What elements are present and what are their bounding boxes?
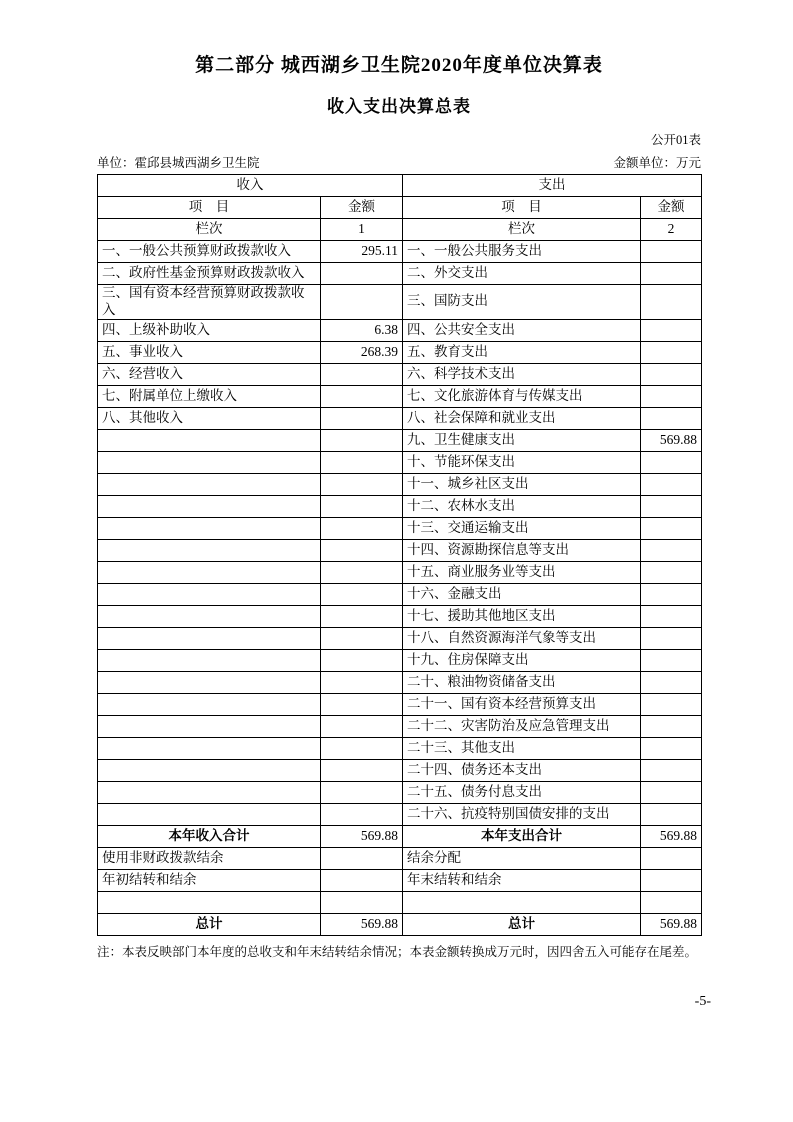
expenditure-item-cell: 四、公共安全支出: [403, 319, 641, 341]
table-note: 注：本表反映部门本年度的总收支和年末结转结余情况；本表金额转换成万元时，因四舍五入可能存在尾差。: [97, 944, 698, 959]
income-item-cell: [98, 891, 321, 913]
income-amount-cell: [321, 363, 403, 385]
expenditure-item-cell: 二十一、国有资本经营预算支出: [403, 693, 641, 715]
income-item-cell: [98, 583, 321, 605]
table-section-header-row: [98, 175, 702, 197]
table-row: [98, 241, 702, 263]
income-item-cell: 四、上级补助收入: [98, 319, 321, 341]
income-expenditure-table: [97, 174, 702, 936]
expenditure-item-cell: 十二、农林水支出: [403, 495, 641, 517]
income-item-cell: [98, 693, 321, 715]
income-item-cell: [98, 517, 321, 539]
income-amount-cell: 295.11: [321, 241, 403, 263]
income-item-header: 项 目: [98, 197, 321, 219]
income-amount-cell: [321, 539, 403, 561]
expenditure-item-cell: 十三、交通运输支出: [403, 517, 641, 539]
table-row: [98, 429, 702, 451]
table-row: [98, 263, 702, 285]
income-item-cell: [98, 737, 321, 759]
income-item-cell: 三、国有资本经营预算财政拨款收入: [98, 285, 321, 320]
table-row: [98, 561, 702, 583]
income-amount-cell: [321, 605, 403, 627]
income-amount-cell: [321, 517, 403, 539]
expenditure-amount-cell: [641, 495, 702, 517]
income-item-cell: [98, 605, 321, 627]
table-row: [98, 285, 702, 320]
income-amount-cell: 6.38: [321, 319, 403, 341]
income-amount-cell: 569.88: [321, 913, 403, 935]
expenditure-amount-cell: 569.88: [641, 825, 702, 847]
income-amount-cell: [321, 759, 403, 781]
income-amount-cell: [321, 473, 403, 495]
expenditure-item-cell: 二十三、其他支出: [403, 737, 641, 759]
table-row: [98, 407, 702, 429]
table-row: [98, 781, 702, 803]
table-row: [98, 385, 702, 407]
table-row: [98, 869, 702, 891]
expenditure-item-cell: 五、教育支出: [403, 341, 641, 363]
expenditure-amount-cell: [641, 759, 702, 781]
income-item-cell: [98, 715, 321, 737]
document-title: 第二部分 城西湖乡卫生院2020年度单位决算表: [195, 55, 603, 76]
table-row: [98, 451, 702, 473]
expenditure-amount-cell: [641, 583, 702, 605]
expenditure-amount-cell: [641, 781, 702, 803]
income-amount-cell: [321, 693, 403, 715]
expenditure-item-cell: 八、社会保障和就业支出: [403, 407, 641, 429]
table-row: [98, 583, 702, 605]
expenditure-item-cell: 二十四、债务还本支出: [403, 759, 641, 781]
amount-unit-label: 金额单位：万元: [613, 156, 701, 170]
expenditure-amount-cell: [641, 605, 702, 627]
expenditure-item-cell: 二十、粮油物资储备支出: [403, 671, 641, 693]
table-row: [98, 803, 702, 825]
income-amount-header: 金额: [321, 197, 403, 219]
expenditure-amount-cell: [641, 263, 702, 285]
expenditure-amount-cell: [641, 693, 702, 715]
income-amount-cell: [321, 583, 403, 605]
income-amount-cell: [321, 847, 403, 869]
document-page: [97, 50, 701, 960]
income-item-cell: 五、事业收入: [98, 341, 321, 363]
table-column-number-row: [98, 219, 702, 241]
table-column-header-row: [98, 197, 702, 219]
expenditure-amount-cell: [641, 517, 702, 539]
expenditure-amount-cell: [641, 407, 702, 429]
expenditure-item-cell: 十七、援助其他地区支出: [403, 605, 641, 627]
expenditure-amount-cell: [641, 319, 702, 341]
expenditure-amount-cell: [641, 451, 702, 473]
expenditure-item-cell: 二、外交支出: [403, 263, 641, 285]
expenditure-item-cell: 一、一般公共服务支出: [403, 241, 641, 263]
table-row: [98, 693, 702, 715]
page-number: -5-: [694, 994, 711, 1009]
income-item-cell: [98, 803, 321, 825]
expenditure-item-cell: 总计: [403, 913, 641, 935]
expenditure-amount-header: 金额: [641, 197, 702, 219]
table-row: [98, 605, 702, 627]
income-amount-cell: [321, 649, 403, 671]
table-row: [98, 473, 702, 495]
income-item-cell: 年初结转和结余: [98, 869, 321, 891]
table-label: 公开01表: [650, 133, 701, 147]
expenditure-item-cell: 年末结转和结余: [403, 869, 641, 891]
table-body: [98, 241, 702, 936]
income-amount-cell: [321, 715, 403, 737]
income-amount-cell: [321, 891, 403, 913]
income-amount-cell: [321, 385, 403, 407]
expenditure-item-cell: 三、国防支出: [403, 285, 641, 320]
table-row: [98, 671, 702, 693]
table-row: [98, 649, 702, 671]
income-item-cell: 六、经营收入: [98, 363, 321, 385]
table-row: [98, 891, 702, 913]
table-row: [98, 539, 702, 561]
expenditure-item-cell: 二十五、债务付息支出: [403, 781, 641, 803]
income-item-cell: 总计: [98, 913, 321, 935]
income-item-cell: 使用非财政拨款结余: [98, 847, 321, 869]
income-item-cell: 七、附属单位上缴收入: [98, 385, 321, 407]
expenditure-item-header: 项 目: [403, 197, 641, 219]
expenditure-amount-cell: [641, 627, 702, 649]
expenditure-amount-cell: 569.88: [641, 429, 702, 451]
income-amount-cell: [321, 451, 403, 473]
expenditure-item-cell: 二十六、抗疫特别国债安排的支出: [403, 803, 641, 825]
expenditure-amount-cell: [641, 737, 702, 759]
expenditure-item-cell: 本年支出合计: [403, 825, 641, 847]
table-row: [98, 319, 702, 341]
expenditure-amount-cell: [641, 715, 702, 737]
income-amount-cell: [321, 495, 403, 517]
expenditure-column-label: 栏次: [403, 219, 641, 241]
table-row: [98, 847, 702, 869]
table-row: [98, 825, 702, 847]
expenditure-item-cell: 七、文化旅游体育与传媒支出: [403, 385, 641, 407]
expenditure-amount-cell: [641, 363, 702, 385]
expenditure-section-header: 支出: [403, 175, 702, 197]
expenditure-amount-cell: [641, 341, 702, 363]
income-item-cell: 二、政府性基金预算财政拨款收入: [98, 263, 321, 285]
expenditure-item-cell: 九、卫生健康支出: [403, 429, 641, 451]
income-amount-cell: [321, 429, 403, 451]
expenditure-amount-cell: [641, 891, 702, 913]
table-row: [98, 517, 702, 539]
expenditure-amount-cell: [641, 241, 702, 263]
expenditure-amount-cell: [641, 539, 702, 561]
income-amount-cell: [321, 285, 403, 320]
income-amount-cell: [321, 407, 403, 429]
income-amount-cell: [321, 627, 403, 649]
expenditure-amount-cell: [641, 561, 702, 583]
expenditure-amount-cell: [641, 671, 702, 693]
expenditure-item-cell: 十四、资源勘探信息等支出: [403, 539, 641, 561]
income-item-cell: [98, 451, 321, 473]
table-row: [98, 913, 702, 935]
income-item-cell: [98, 495, 321, 517]
expenditure-item-cell: 十五、商业服务业等支出: [403, 561, 641, 583]
document-subtitle: 收入支出决算总表: [327, 97, 471, 116]
expenditure-item-cell: 六、科学技术支出: [403, 363, 641, 385]
income-item-cell: [98, 561, 321, 583]
income-item-cell: [98, 473, 321, 495]
expenditure-amount-cell: [641, 385, 702, 407]
expenditure-amount-cell: 569.88: [641, 913, 702, 935]
table-row: [98, 715, 702, 737]
income-item-cell: [98, 649, 321, 671]
expenditure-item-cell: 十、节能环保支出: [403, 451, 641, 473]
expenditure-amount-cell: [641, 847, 702, 869]
expenditure-amount-cell: [641, 473, 702, 495]
income-column-label: 栏次: [98, 219, 321, 241]
income-item-cell: 本年收入合计: [98, 825, 321, 847]
income-item-cell: 一、一般公共预算财政拨款收入: [98, 241, 321, 263]
income-amount-cell: [321, 737, 403, 759]
income-item-cell: [98, 781, 321, 803]
income-item-cell: [98, 671, 321, 693]
expenditure-item-cell: 十六、金融支出: [403, 583, 641, 605]
expenditure-item-cell: [403, 891, 641, 913]
expenditure-item-cell: 十九、住房保障支出: [403, 649, 641, 671]
expenditure-amount-cell: [641, 285, 702, 320]
income-item-cell: [98, 429, 321, 451]
income-amount-cell: [321, 561, 403, 583]
income-item-cell: [98, 759, 321, 781]
income-amount-cell: [321, 869, 403, 891]
income-amount-cell: [321, 781, 403, 803]
income-amount-cell: [321, 671, 403, 693]
table-row: [98, 341, 702, 363]
table-row: [98, 363, 702, 385]
expenditure-item-cell: 十一、城乡社区支出: [403, 473, 641, 495]
table-row: [98, 737, 702, 759]
expenditure-amount-cell: [641, 869, 702, 891]
income-amount-cell: [321, 803, 403, 825]
table-row: [98, 759, 702, 781]
table-row: [98, 627, 702, 649]
income-amount-cell: [321, 263, 403, 285]
expenditure-amount-cell: [641, 649, 702, 671]
table-row: [98, 495, 702, 517]
income-amount-cell: 569.88: [321, 825, 403, 847]
income-column-number: 1: [321, 219, 403, 241]
income-item-cell: [98, 627, 321, 649]
unit-label: 单位：霍邱县城西湖乡卫生院: [97, 156, 260, 170]
expenditure-item-cell: 结余分配: [403, 847, 641, 869]
meta-row: [97, 153, 701, 171]
expenditure-column-number: 2: [641, 219, 702, 241]
income-item-cell: [98, 539, 321, 561]
expenditure-amount-cell: [641, 803, 702, 825]
income-item-cell: 八、其他收入: [98, 407, 321, 429]
income-section-header: 收入: [98, 175, 403, 197]
expenditure-item-cell: 二十二、灾害防治及应急管理支出: [403, 715, 641, 737]
expenditure-item-cell: 十八、自然资源海洋气象等支出: [403, 627, 641, 649]
income-amount-cell: 268.39: [321, 341, 403, 363]
